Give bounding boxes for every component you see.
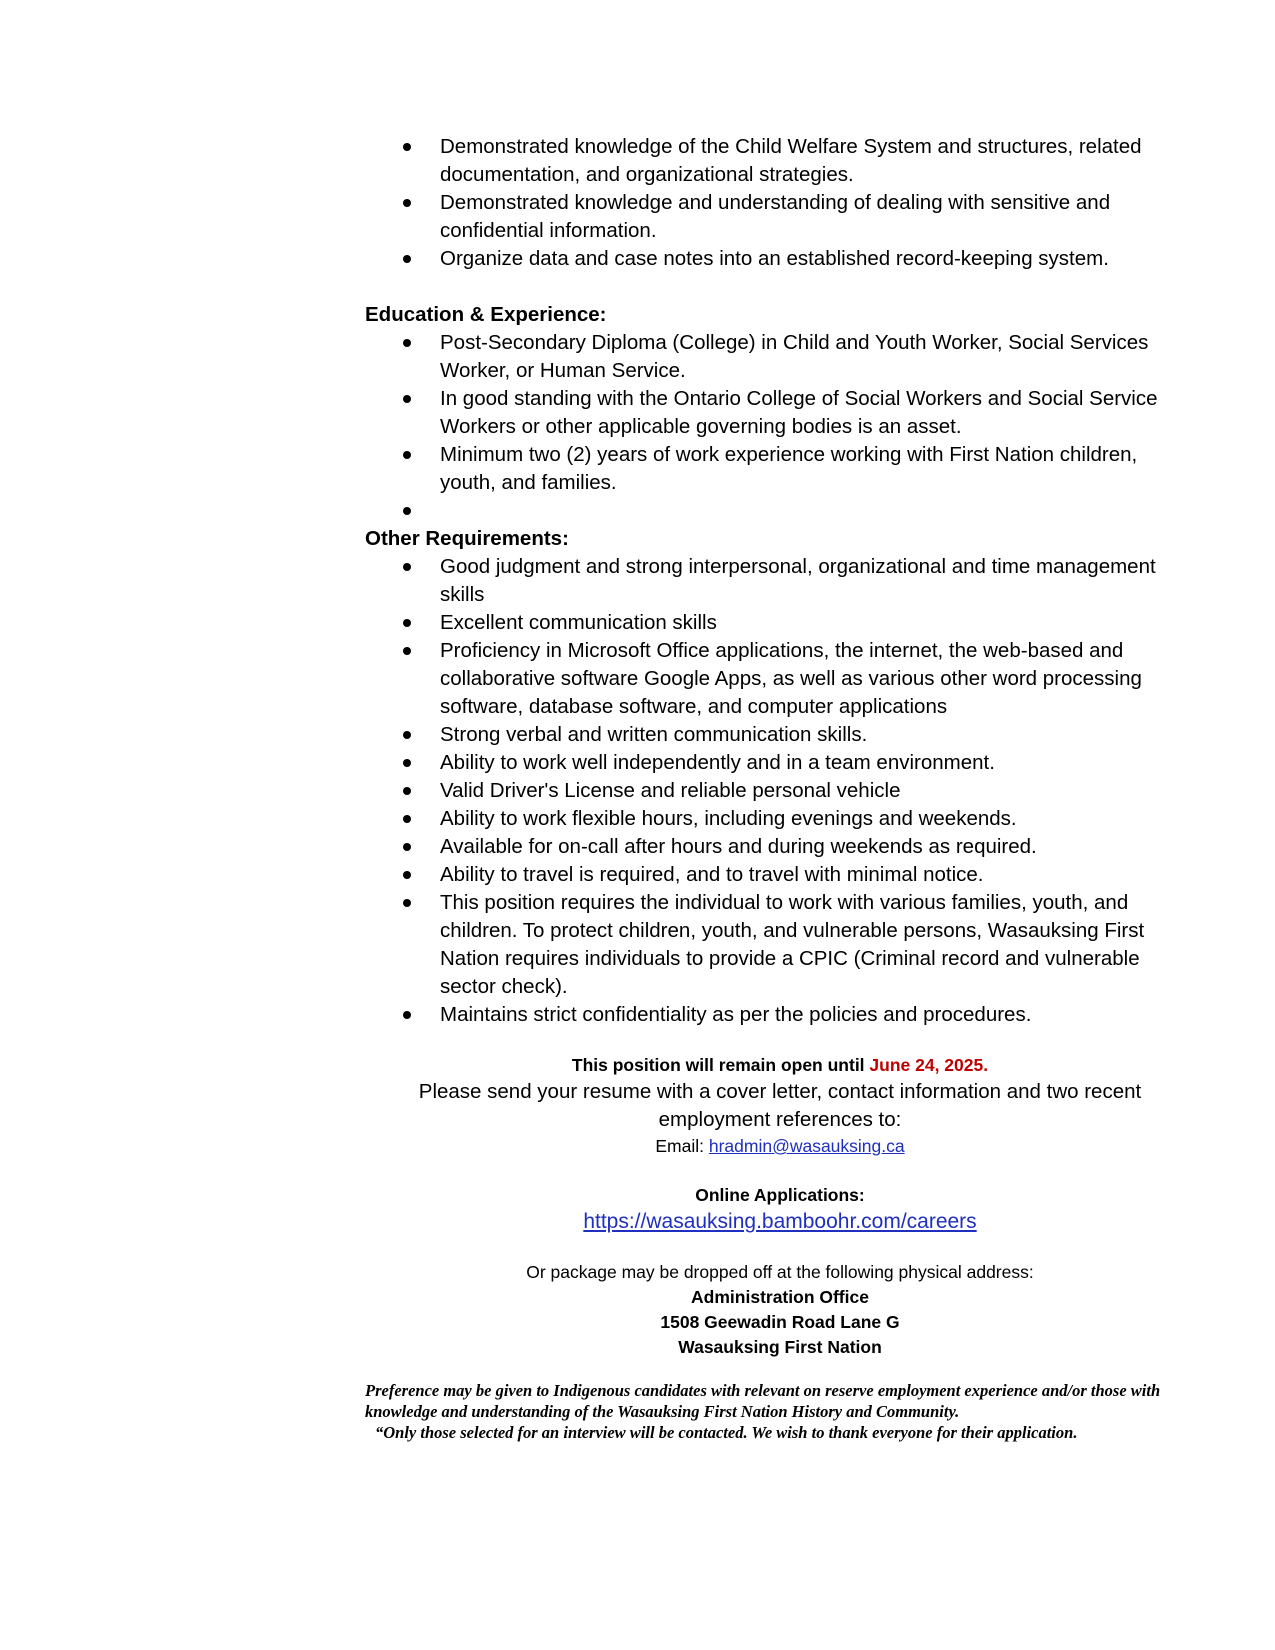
- preference-text: Preference may be given to Indigenous candidates with relevant on reserve employment experience and/or those with knowledge and understanding of the Wasauksing First Nation History and Community.: [365, 1381, 1161, 1421]
- address-line: Wasauksing First Nation: [678, 1337, 882, 1357]
- bullet-icon: [403, 563, 411, 571]
- list-item: Organize data and case notes into an established record-keeping system.: [365, 245, 1195, 273]
- closing-section: [365, 1053, 1195, 1360]
- education-bullet-list: [365, 329, 1195, 525]
- bullet-icon: [403, 451, 411, 459]
- bullet-icon: [403, 759, 411, 767]
- bullet-icon: [403, 143, 411, 151]
- bullet-icon: [403, 815, 411, 823]
- careers-link[interactable]: https://wasauksing.bamboohr.com/careers: [583, 1210, 977, 1233]
- preference-notice: [365, 1380, 1205, 1443]
- list-item: Demonstrated knowledge and understanding of dealing with sensitive and confidential information.: [365, 189, 1195, 245]
- bullet-icon: [403, 619, 411, 627]
- intro-bullet-list: [365, 133, 1195, 273]
- list-item: Strong verbal and written communication skills.: [365, 721, 1195, 749]
- list-item: Post-Secondary Diploma (College) in Child and Youth Worker, Social Services Worker, or Human Service.: [365, 329, 1195, 385]
- interview-notice-text: “Only those selected for an interview will be contacted. We wish to thank everyone for their application.: [375, 1423, 1078, 1442]
- bullet-icon: [403, 731, 411, 739]
- bullet-icon: [403, 255, 411, 263]
- send-resume-text: Please send your resume with a cover letter, contact information and two recent employment references to:: [418, 1080, 1142, 1131]
- list-item: This position requires the individual to work with various families, youth, and children. To protect children, youth, and vulnerable persons, Wasauksing First Nation requires individuals to provide a CPIC (Criminal record and vulnerable sector check).: [365, 889, 1195, 1001]
- list-item: Valid Driver's License and reliable personal vehicle: [365, 777, 1195, 805]
- list-item: In good standing with the Ontario College of Social Workers and Social Service Workers or other applicable governing bodies is an asset.: [365, 385, 1195, 441]
- bullet-icon: [403, 647, 411, 655]
- bullet-icon: [403, 339, 411, 347]
- closing-date: June 24, 2025.: [869, 1055, 989, 1075]
- list-item: Proficiency in Microsoft Office applications, the internet, the web-based and collaborative software Google Apps, as well as various other word processing software, database software, and computer applications: [365, 637, 1195, 721]
- address-line: Administration Office: [691, 1287, 869, 1307]
- education-heading: Education & Experience:: [365, 303, 607, 326]
- list-item: Available for on-call after hours and during weekends as required.: [365, 833, 1195, 861]
- email-line: Email: hradmin@wasauksing.ca: [655, 1136, 905, 1156]
- list-item: Demonstrated knowledge of the Child Welfare System and structures, related documentation, and organizational strategies.: [365, 133, 1195, 189]
- list-item: [365, 497, 1195, 525]
- bullet-icon: [403, 199, 411, 207]
- other-requirements-heading: Other Requirements:: [365, 527, 569, 550]
- bullet-icon: [403, 871, 411, 879]
- bullet-icon: [403, 843, 411, 851]
- dropoff-text: Or package may be dropped off at the following physical address:: [526, 1262, 1034, 1282]
- careers-url-line: [365, 1208, 1195, 1236]
- bullet-icon: [403, 899, 411, 907]
- list-item: Maintains strict confidentiality as per the policies and procedures.: [365, 1001, 1195, 1029]
- other-requirements-bullet-list: [365, 553, 1195, 1029]
- open-until-line: This position will remain open until June 24, 2025.: [571, 1055, 989, 1075]
- online-applications-label: Online Applications:: [695, 1185, 865, 1205]
- bullet-icon: [403, 507, 411, 515]
- email-link[interactable]: hradmin@wasauksing.ca: [708, 1136, 905, 1156]
- list-item: Excellent communication skills: [365, 609, 1195, 637]
- bullet-icon: [403, 1011, 411, 1019]
- list-item: Minimum two (2) years of work experience working with First Nation children, youth, and families.: [365, 441, 1195, 497]
- address-line: 1508 Geewadin Road Lane G: [660, 1312, 900, 1332]
- bullet-icon: [403, 395, 411, 403]
- document-content: [365, 133, 1195, 1443]
- bullet-icon: [403, 787, 411, 795]
- list-item: Ability to work well independently and in a team environment.: [365, 749, 1195, 777]
- list-item: Good judgment and strong interpersonal, organizational and time management skills: [365, 553, 1195, 609]
- list-item: Ability to travel is required, and to travel with minimal notice.: [365, 861, 1195, 889]
- list-item: Ability to work flexible hours, including evenings and weekends.: [365, 805, 1195, 833]
